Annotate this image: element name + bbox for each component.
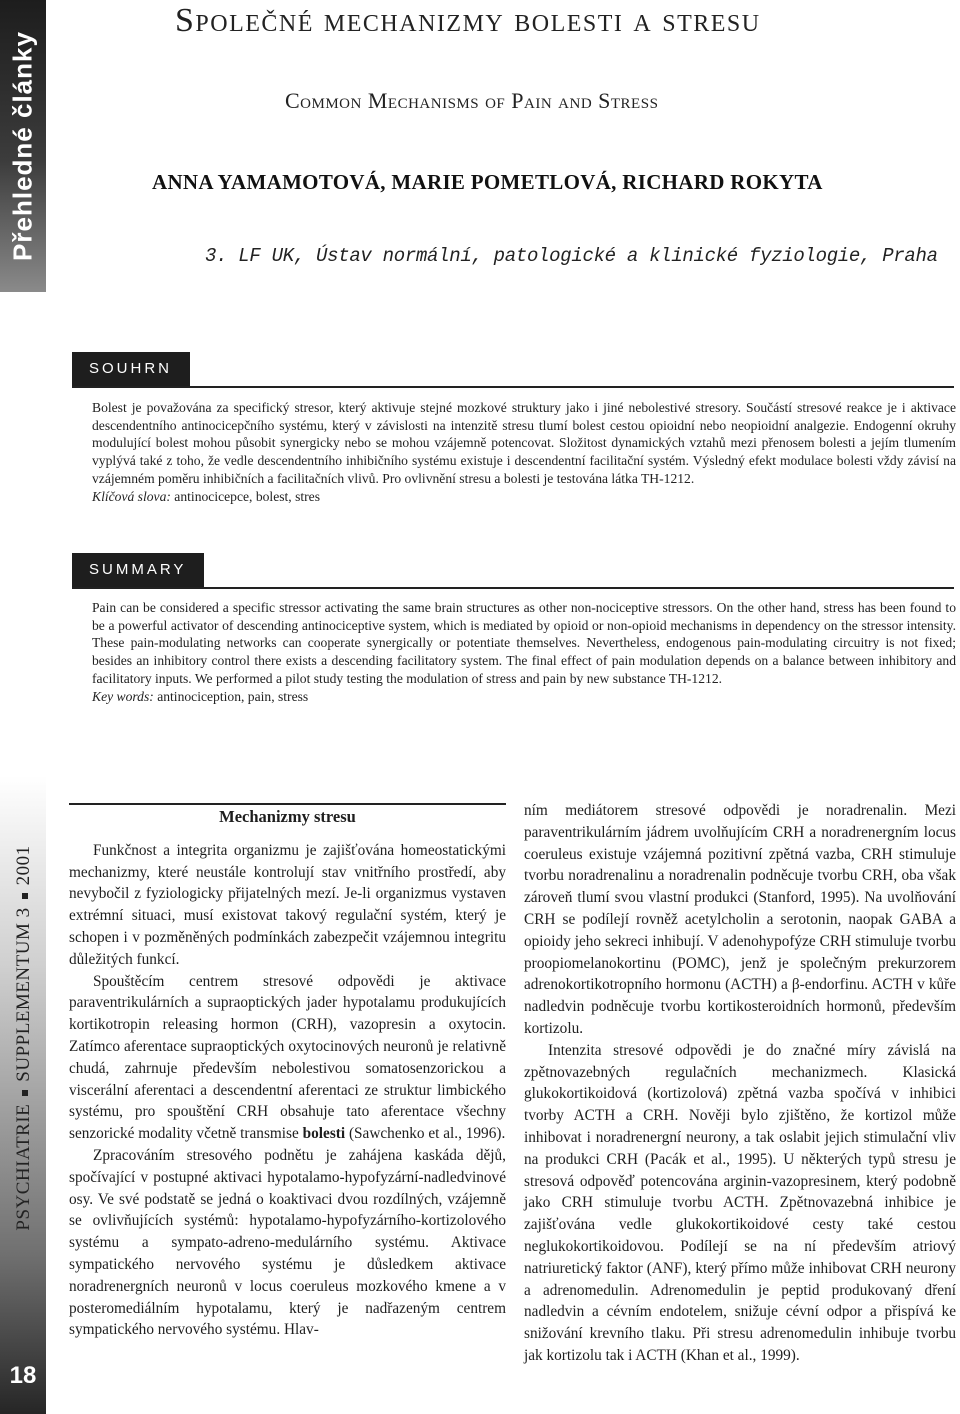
paragraph-text: (Sawchenko et al., 1996). — [345, 1125, 506, 1143]
souhrn-abstract — [92, 399, 956, 505]
souhrn-keywords — [92, 488, 956, 506]
paragraph: ním mediátorem stresové odpovědi je noradrenalin. Mezi paraventrikulárním jádrem uvolňujícím CRH a noradrenergním locus coeruleus existuje vzájemná pozitivní zpětná vazba, CRH stimuluje tvorbu noradrenalinu a noradrenalin podněcuje tvorbu CRH, oba však zároveň tlumí svou vlastní produkci (Stanford, 1995). Na uvolňování CRH se podílejí rovněž acetylcholin a serotonin, naopak GABA a opioidy jeho sekreci inhibují. V adenohypofýze CRH stimuluje tvorbu proopiomelanokortinu (POMC), jenž je společným prekurzorem adrenokortikotropního hormonu (ACTH) a β-endorfinu. ACTH v kůře nadledvin podněcuje tvorbu kortikosteroidních hormonů, především kortizolu. — [524, 802, 956, 1037]
keywords-value: antinocicepce, bolest, stres — [170, 488, 321, 504]
souhrn-text: Bolest je považována za specifický stresor, který aktivuje stejné mozkové struktury jako i jiné nebolestivé stresory. Součástí stresové reakce je i aktivace descendentního antinocicepčního systému, který v závislosti na intenzitě stresu tlumí bolest cestou opioidní nebo neopioidní analgezie. Endogenní okruhy modulující bolest mohou působit synergicky nebo se mohou vzájemně potencovat. Složitost dynamických vztahů mezi přenosem bolesti a jejím tlumením vyplývá také z toho, že vedle descendentního inhibičního systému existuje i descendentní facilitační systém. Výsledný efekt modulace bolesti vždy závisí na vzájemném poměru inhibičních a facilitačních vlivů. Pro ovlivnění stresu a bolesti je testována látka TH-1212. — [92, 400, 956, 486]
paragraph-text: Spouštěcím centrem stresové odpovědi je aktivace paraventrikulárních a supraoptických jader hypotalamu produkujících kortikotropin releasing hormon (CRH), vazopresin a oxytocin. Zatímco aferentace supraoptických oxytocinových neuronů je relativně chudá, zahrnuje především nebolestivou somatosenzorickou a viscerální aferentaci a descendentní aferentaci ze struktur limbického systému, pro spouštění CRH obsahuje tato aferentace všechny senzorické modality včetně transmise — [69, 972, 506, 1143]
title-czech: Společné mechanizmy bolesti a stresu — [175, 2, 761, 39]
keywords-label: Key words: — [92, 688, 154, 704]
journal-name — [13, 758, 35, 1318]
keywords-value: antinociception, pain, stress — [153, 688, 309, 704]
summary-label: SUMMARY — [72, 553, 204, 587]
section-label: Přehledné články — [7, 31, 38, 261]
section-label-bar — [0, 0, 46, 292]
bold-term: bolesti — [302, 1125, 346, 1143]
title-english: Common Mechanisms of Pain and Stress — [285, 88, 659, 113]
keywords-label: Klíčová slova: — [92, 488, 171, 504]
summary-text: Pain can be considered a specific stressor activating the same brain structures as other non-nociceptive stressors. On the other hand, stress has been found to be a powerful activator of descending antinociceptive system, which is mediated by opioid or non-opioid mechanisms in dependency on the stressor intensity. These pain-modulating networks can cooperate synergically or potentiate themselves. Nevertheless, endogenous pain-modulating circuitry is not fixed; besides an inhibitory control there exists a descending facilitatory system. The final effect of pain modulation depends on a balance between inhibitory and facilitatory inputs. We performed a pilot study testing the modulation of stress and pain by new substance TH-1212. — [92, 600, 956, 686]
paragraph — [69, 971, 506, 1145]
journal-supplement: SUPPLEMENTUM 3 — [13, 907, 34, 1082]
souhrn-header — [72, 352, 954, 388]
separator-square-icon — [22, 1090, 28, 1096]
journal-title: PSYCHIATRIE — [13, 1103, 34, 1231]
separator-square-icon — [22, 893, 28, 899]
paragraph: Intenzita stresové odpovědi je do značné míry závislá na zpětnovazebných regulačních mechanizmech. Klasická glukokortikoidová (kortizolová) zpětná vazba spočívá v inhibici tvorby ACTH a CRH. Nověji bylo zjištěno, že kortizol může inhibovat i noradrenergní neurony, a tak oslabit jejich stimulační vliv na produkci CRH (Pacák et al., 1995). U některých typů stresu je stresová odpověď potencována arginin-vazopresinem, který podobně jako CRH stimuluje tvorbu ACTH. Zpětnovazebná inhibice je zajišťována vedle glukokortikoidové cesty také cestou neglukokortikoidovou. Podílejí se na ní především atriový natriuretický faktor (ANF), který přímo může inhibovat CRH neurony a adrenomedulin. Adrenomedulin je peptid produkovaný dření nadledvin a cévním endotelem, snižuje cévní odpor a přispívá ke snižování krevního tlaku. Při stresu adrenomedulin inhibuje tvorbu jak kortizolu tak i ACTH (Khan et al., 1999). — [524, 1041, 956, 1364]
paragraph: Funkčnost a integrita organizmu je zajišťována homeostatickými mechanizmy, které neustále kontrolují stav vnitřního prostředí, aby nevybočil z fyziologicky přijatelných mezí. Je-li organizmus vystaven extrémní situaci, musí existovat takový regulační systém, který je schopen i v pozměněných podmínkách zabezpečit vzájemnou integritu důležitých funkcí. — [69, 841, 506, 968]
souhrn-label: SOUHRN — [72, 352, 190, 386]
summary-abstract — [92, 599, 956, 705]
section-heading: Mechanizmy stresu — [219, 807, 356, 826]
body-column-left — [69, 800, 506, 1341]
affiliation: 3. LF UK, Ústav normální, patologické a klinické fyziologie, Praha — [205, 245, 938, 267]
paragraph: Zpracováním stresového podnětu je zahájena kaskáda dějů, spočívající v postupné aktivaci hypotalamo-hypofyzární-nadledvinové osy. Ve své podstatě se jedná o koaktivaci dvou rozdílných, vzájemně se ovlivňujících systémů: hypotalamo-hypofyzárního-kortizolového systému a sympato-adreno-medulárního systému. Aktivace sympatického nervového systému je důsledkem aktivace noradrenergních neuronů v locus coeruleus mozkového kmene a v posteromediálním hypotalamu, který je nadřazeným centrem sympatického nervového systému. Hlav- — [69, 1146, 506, 1339]
body-column-right — [524, 800, 956, 1367]
page-number: 18 — [9, 1362, 37, 1389]
summary-header — [72, 553, 954, 589]
authors: ANNA YAMAMOTOVÁ, MARIE POMETLOVÁ, RICHARD ROKYTA — [152, 170, 823, 194]
summary-keywords — [92, 688, 956, 706]
journal-year: 2001 — [13, 845, 34, 886]
